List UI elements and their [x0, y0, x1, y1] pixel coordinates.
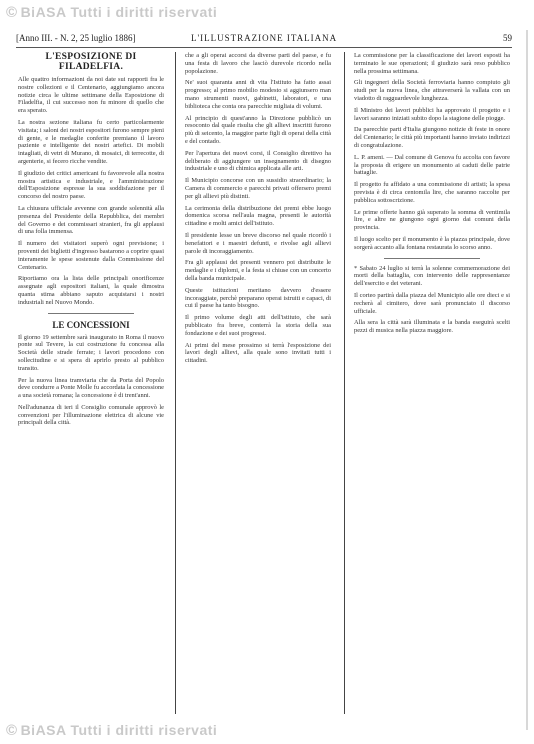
paragraph: Il luogo scelto per il monumento è la piazza principale, dove sorgerà accanto alla fontana restaurata lo scorso anno. [354, 235, 510, 251]
paragraph: Fra gli applausi dei presenti vennero poi distribuite le medaglie e i diplomi, e la festa si chiuse con un concerto della banda municipale. [185, 259, 331, 282]
issue-info: [Anno III. - N. 2, 25 luglio 1886] [16, 33, 136, 43]
paragraph: Riportiamo ora la lista delle principali onorificenze assegnate agli espositori italiani, la quale dimostra quanta stima abbiano saputo acquistarsi i nostri industriali nel Nuovo Mondo. [18, 275, 164, 306]
paragraph: Il Municipio concorse con un sussidio straordinario; la Camera di commercio e parecchi privati offersero premi per gli allievi più distinti. [185, 177, 331, 200]
copyright-icon: © [6, 4, 18, 21]
paragraph: Nell'adunanza di ieri il Consiglio comunale approvò le convenzioni per l'illuminazione elettrica di alcune vie principali della città. [18, 403, 164, 427]
paragraph: che a gli operai accorsi da diverse parti del paese, e fu una festa di lavoro che lasciò durevole ricordo nella popolazione. [185, 52, 331, 75]
paragraph: La nostra sezione italiana fu certo particolarmente visitata; i saloni dei nostri espositori furono sempre pieni di gente, e le medaglie conferite premiano il lavoro paziente e intelligente dei nostri artefici. Di mobili intagliati, di vetri di Murano, di mosaici, di terrecotte, di argenterie, si fecero ricche vendite. [18, 118, 164, 165]
paragraph: Gli ingegneri della Società ferroviaria hanno compiuto gli studi per la nuova linea, che attraverserà la vallata con un viadotto di ragguardevole lunghezza. [354, 79, 510, 102]
paragraph: Il giudizio dei critici americani fu favorevole alla nostra mostra artistica e industriale, e l'amministrazione dell'Esposizione espresse la sua soddisfazione per il concorso del nostro paese. [18, 169, 164, 201]
paragraph: Il progetto fu affidato a una commissione di artisti; la spesa prevista è di circa centomila lire, che saranno raccolte per pubblica sottoscrizione. [354, 181, 510, 204]
section-divider [48, 313, 134, 314]
section-title: LE CONCESSIONI [52, 319, 130, 330]
paragraph: La cerimonia della distribuzione dei premi ebbe luogo domenica scorsa nell'aula magna, presenti le autorità cittadine e molti amici dell'istituto. [185, 204, 331, 228]
paragraph: Da parecchie parti d'Italia giungono notizie di feste in onore del Centenario; le città più importanti hanno inviato indirizzi di congratulazione. [354, 126, 510, 149]
paragraph: Il presidente lesse un breve discorso nel quale ricordò i benefattori e i maestri defunti, e rivolse agli allievi parole di incoraggiamento. [185, 231, 331, 255]
paragraph: Ne' suoi quaranta anni di vita l'Istituto ha fatto assai progresso; al primo mobilio modesto si aggiunsero man mano strumenti nuovi, gabinetti, laboratori, e una biblioteca che conta ora parecchie migliaia di volumi. [185, 79, 331, 110]
paragraph: Per l'apertura dei nuovi corsi, il Consiglio direttivo ha deliberato di aggiungere un insegnamento di disegno industriale e uno di chimica applicata alle arti. [185, 149, 331, 173]
paragraph: Al principio di quest'anno la Direzione pubblicò un resoconto dal quale risulta che gli allievi inscritti furono più di seicento, la maggior parte figli di operai della città e del contado. [185, 114, 331, 145]
section-divider [384, 258, 480, 259]
paragraph: Le prime offerte hanno già superato la somma di ventimila lire, e altre ne giungono ogni giorno dai comuni della provincia. [354, 208, 510, 232]
page-number: 59 [503, 33, 512, 43]
paragraph: Il corteo partirà dalla piazza del Municipio alle ore dieci e si recherà al cimitero, dove sarà pronunciato il discorso ufficiale. [354, 291, 510, 315]
page-header [16, 31, 512, 48]
paragraph: La commissione per la classificazione dei lavori esposti ha terminato le sue operazioni; il giudizio sarà reso pubblico nella prossima settimana. [354, 52, 510, 75]
column-rule [344, 52, 345, 714]
watermark-text: BiASA Tutti i diritti riservati [20, 4, 218, 20]
paragraph: Il primo volume degli atti dell'istituto, che sarà pubblicato fra breve, conterrà la storia della sua fondazione e dei suoi progressi. [185, 314, 331, 337]
paragraph: Il Ministro dei lavori pubblici ha approvato il progetto e i lavori saranno iniziati subito dopo la stagione delle piogge. [354, 106, 510, 122]
paragraph: La chiusura ufficiale avvenne con grande solennità alla presenza del Presidente della Repubblica, dei membri del Governo e dei commissari stranieri, fra gli applausi di una folla immensa. [18, 204, 164, 236]
column-3 [354, 52, 510, 712]
notice-paragraph: L. P. ameni. — Dal comune di Genova fu accolta con favore la proposta di erigere un monumento ai caduti delle patrie battaglie. [354, 153, 510, 177]
paragraph: Per la nuova linea tramviaria che da Porta del Popolo deve condurre a Ponte Molle fu accordata la concessione a una società romana; la concessione è di trent'anni. [18, 376, 164, 400]
page-edge [526, 30, 528, 730]
paragraph: Alle quattro informazioni da noi date sui rapporti fra le nostre collezioni e il Centenario, aggiungiamo ancora notizie circa le ultime settimane della Esposizione di Filadelfia, il cui successo non fu minore di quello che era sperato. [18, 76, 164, 115]
publication-title: L'ILLUSTRAZIONE ITALIANA [191, 33, 338, 43]
paragraph: Il numero dei visitatori superò ogni previsione; i proventi dei biglietti d'ingresso bastarono a coprire quasi interamente le spese sostenute dalla Commissione del Centenario. [18, 240, 164, 271]
copyright-icon: © [6, 722, 18, 739]
article-title: L'ESPOSIZIONE DI FILADELFIA. [45, 52, 137, 72]
column-rule [175, 52, 176, 714]
paragraph: Queste istituzioni meritano davvero d'essere incoraggiate, perchè preparano operai istruiti e capaci, di cui il paese ha tanto bisogno. [185, 286, 331, 310]
watermark-bottom [6, 722, 217, 739]
paragraph: Il giorno 19 settembre sarà inaugurato in Roma il nuovo ponte sul Tevere, la cui costruzione fu concessa alla Società delle strade ferrate; i lavori procedono con sollecitudine e si spera di aprirlo presto al pubblico transito. [18, 333, 164, 372]
watermark-text: BiASA Tutti i diritti riservati [20, 722, 218, 738]
column-2 [185, 52, 331, 712]
column-1 [18, 52, 164, 712]
notice-paragraph: * Sabato 24 luglio si terrà la solenne commemorazione dei morti della battaglia, con intervento delle rappresentanze dell'esercito e dei veterani. [354, 264, 510, 288]
watermark-top [6, 4, 217, 21]
paragraph: Alla sera la città sarà illuminata e la banda eseguirà scelti pezzi di musica nella piazza maggiore. [354, 319, 510, 335]
paragraph: Ai primi del mese prossimo si terrà l'esposizione dei lavori degli allievi, alla quale sono invitati tutti i cittadini. [185, 341, 331, 365]
